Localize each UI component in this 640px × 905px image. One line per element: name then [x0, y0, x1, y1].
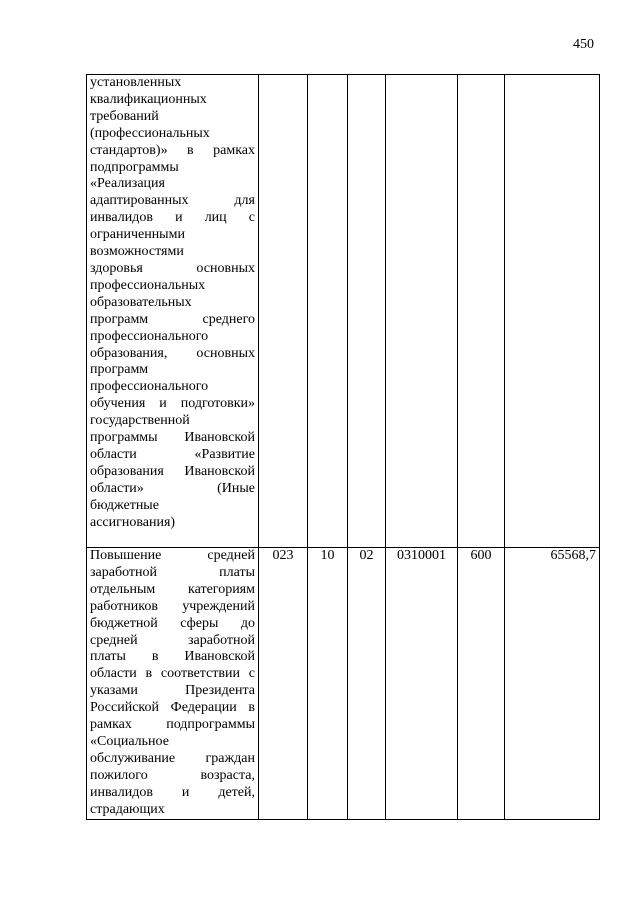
expense-type-cell — [458, 75, 505, 548]
row-description — [87, 75, 259, 548]
description-line: Повышение средней — [90, 548, 255, 563]
description-line: (профессиональных — [90, 125, 210, 141]
description-line: программы Ивановской — [90, 430, 255, 446]
description-line: инвалидов и детей, — [90, 784, 255, 800]
description-line: требований — [90, 108, 159, 124]
description-line: указами Президента — [90, 683, 255, 699]
description-line: государственной — [90, 413, 190, 429]
description-line: инвалидов и лиц с — [90, 210, 255, 226]
description-line: области в соответствии с — [90, 666, 255, 682]
description-line: области «Развитие — [90, 446, 255, 462]
description-line: адаптированных для — [90, 193, 255, 209]
subsection-code-cell — [348, 75, 386, 548]
budget-table — [86, 74, 600, 820]
row-description — [87, 548, 259, 820]
ministry-code-cell: 023 — [259, 548, 308, 820]
description-line: заработной платы — [90, 564, 255, 580]
description-line: программ среднего — [90, 311, 255, 327]
description-line: профессиональных — [90, 277, 206, 293]
target-article-cell — [386, 75, 458, 548]
page-number: 450 — [573, 37, 594, 52]
description-line: работников учреждений — [90, 598, 255, 614]
section-code-cell — [308, 75, 348, 548]
description-line: подпрограммы — [90, 159, 179, 175]
description-line: бюджетные — [90, 497, 159, 513]
description-lines — [90, 75, 255, 531]
description-line: обучения и подготовки» — [90, 396, 255, 412]
description-line: образования Ивановской — [90, 463, 255, 479]
description-line: области» (Иные — [90, 480, 255, 496]
description-line: страдающих — [90, 801, 165, 817]
expense-type-cell: 600 — [458, 548, 505, 820]
description-line: обслуживание граждан — [90, 750, 255, 766]
amount-cell — [505, 75, 600, 548]
description-line: стандартов)» в рамках — [90, 142, 255, 158]
description-line: образования, основных — [90, 345, 255, 361]
description-line: ограниченными — [90, 227, 185, 243]
description-line: ассигнования) — [90, 514, 176, 530]
description-line: возможностями — [90, 244, 184, 260]
description-line: бюджетной сферы до — [90, 615, 255, 631]
description-line: профессионального — [90, 379, 209, 395]
table-row — [87, 548, 600, 820]
description-line: здоровья основных — [90, 260, 255, 276]
description-line: рамках подпрограммы — [90, 717, 255, 733]
amount-cell: 65568,7 — [505, 548, 600, 820]
description-line: отдельным категориям — [90, 581, 255, 597]
description-line: Российской Федерации в — [90, 700, 255, 716]
description-line: профессионального — [90, 328, 209, 344]
section-code-cell: 10 — [308, 548, 348, 820]
description-line: средней заработной — [90, 632, 255, 648]
description-line: «Социальное — [90, 733, 169, 749]
description-line: «Реализация — [90, 176, 165, 192]
table-row — [87, 75, 600, 548]
description-line: квалификационных — [90, 91, 207, 107]
description-line: установленных — [90, 75, 182, 90]
description-line: пожилого возраста, — [90, 767, 255, 783]
ministry-code-cell — [259, 75, 308, 548]
description-lines — [90, 548, 255, 819]
description-line: платы в Ивановской — [90, 649, 255, 665]
description-line: программ — [90, 362, 149, 378]
subsection-code-cell: 02 — [348, 548, 386, 820]
description-line: образовательных — [90, 294, 192, 310]
target-article-cell: 0310001 — [386, 548, 458, 820]
